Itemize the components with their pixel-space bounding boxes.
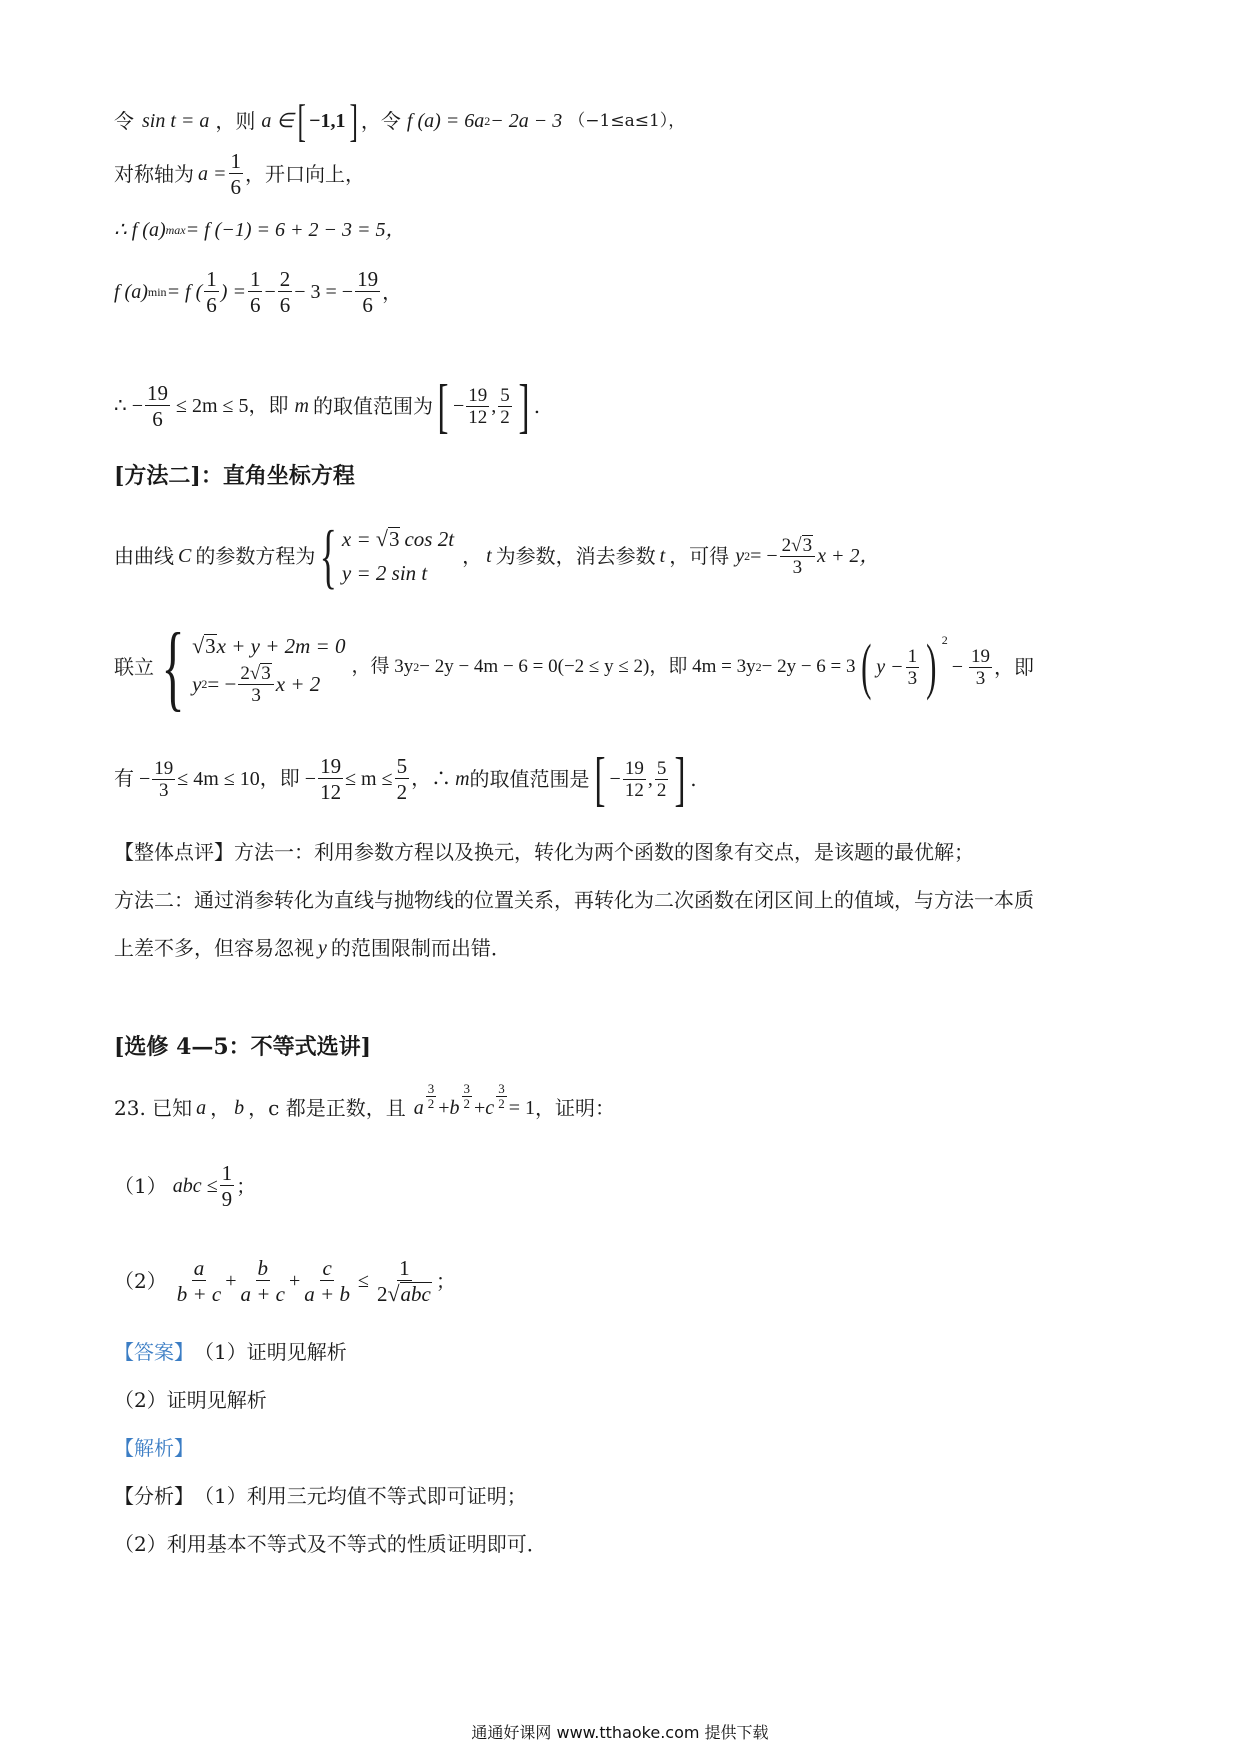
bracket: [ xyxy=(437,373,449,439)
review-text: 方法一：利用参数方程以及换元，转化为两个函数的图象有交点，是该题的最优解； xyxy=(234,840,974,864)
numerator: 1 xyxy=(907,645,918,667)
denominator: 6 xyxy=(249,292,261,317)
denominator: 6 xyxy=(206,292,217,317)
denominator: 12 xyxy=(468,406,488,428)
text: ，开口向上， xyxy=(245,162,365,186)
answer-label: 【答案】 xyxy=(114,1340,194,1364)
math-expr: = − xyxy=(207,672,237,696)
numerator: 5 xyxy=(500,384,510,406)
math-expr: ≤ m ≤ xyxy=(345,768,393,790)
text: ，证明： xyxy=(534,1096,615,1120)
denominator: 6 xyxy=(230,174,241,199)
math-expr: = 1 xyxy=(508,1097,535,1119)
text: ， xyxy=(210,1096,231,1120)
fraction: 2 √ 3 3 xyxy=(238,663,273,706)
denominator: 6 xyxy=(279,292,291,317)
review-text: 方法二：通过消参转化为直线与抛物线的位置关系，再转化为二次函数在闭区间上的值域，与方法一本质 xyxy=(114,888,1034,912)
equation-system: x = √ 3 cos 2t y = 2 sin t xyxy=(341,526,455,585)
review-line-1 xyxy=(114,838,1140,866)
math-expr: ∴ f (a) xyxy=(114,219,166,241)
math-expr: ≤ 4m ≤ 10，即 − xyxy=(177,768,317,790)
math-expr: = − xyxy=(750,545,778,567)
subscript: max xyxy=(165,223,186,237)
numerator: 3 xyxy=(463,1081,471,1096)
fraction xyxy=(355,267,380,318)
variable: t xyxy=(659,545,666,567)
math-expr: ∴ − xyxy=(114,395,144,417)
text: 对称轴为 xyxy=(114,162,194,186)
section-heading: [选修 4—5：不等式选讲] xyxy=(114,1034,372,1060)
review-text: 的范围限制而出错． xyxy=(330,936,511,960)
denominator: 12 xyxy=(624,779,644,801)
denominator: 2 xyxy=(500,406,510,428)
math-expr: − 2y − 6 = 3 xyxy=(761,656,856,677)
denominator: 2 xyxy=(376,1281,388,1306)
denominator: 3 xyxy=(907,667,918,689)
math-expr: x + 2 xyxy=(275,672,321,696)
text: ，c 都是正数，且 xyxy=(248,1096,406,1120)
math-expr: sin t = a xyxy=(142,110,210,132)
part-label: （2） xyxy=(114,1269,167,1293)
variable: C xyxy=(178,545,192,567)
problem-23-part-1 xyxy=(114,1158,1140,1214)
math-expr: ，得 3y xyxy=(351,656,414,677)
bracket: ] xyxy=(674,746,686,812)
math-expr: − 2y − 4m − 6 = 0(−2 ≤ y ≤ 2)，即 4m = 3y xyxy=(419,656,756,677)
numerator: a xyxy=(193,1255,205,1280)
numerator: 2 xyxy=(240,662,250,684)
equation-system: √ 3 x + y + 2m = 0 y 2 = − 2 √ 3 3 x + 2 xyxy=(192,632,346,706)
solution-line-range: ∴ − $\frac{19}{6}$ ≤ 2m ≤ 5，即 m 的取值范围为 [ − $\frac{19}{12}$ , $\frac{5}{2}$ ] . xyxy=(114,373,541,439)
variable: b xyxy=(234,1097,245,1119)
denominator: 3 xyxy=(975,667,986,689)
solution-line-min xyxy=(114,266,1140,318)
fraction xyxy=(152,758,175,801)
text: ； xyxy=(435,1269,456,1293)
paren: ) xyxy=(926,633,937,701)
answer-text: （1）证明见解析 xyxy=(194,1340,347,1364)
math-expr: f (a) = 6a xyxy=(406,110,485,132)
text: 联立 xyxy=(114,655,154,679)
fraction xyxy=(302,1256,352,1307)
variable: t xyxy=(486,545,492,567)
numerator: 1 xyxy=(249,266,261,291)
math-expr: − 2a − 3 xyxy=(490,110,563,132)
numerator: b xyxy=(257,1255,269,1280)
operator: − xyxy=(951,656,963,678)
review-label: 【整体点评】 xyxy=(114,840,234,864)
brace: { xyxy=(161,613,185,720)
numerator: 19 xyxy=(357,266,379,291)
math-expr: x + 2， xyxy=(817,545,880,567)
fraction xyxy=(239,1256,288,1307)
operator: ≤ xyxy=(357,1270,369,1292)
numerator: 2 xyxy=(279,266,291,291)
exponent-fraction xyxy=(462,1082,473,1111)
bracket: ] xyxy=(518,373,530,439)
math-expr: − 3 = − xyxy=(294,281,354,303)
subscript: min xyxy=(147,285,167,299)
solution-line-result: 有 − $\frac{19}{3}$ ≤ 4m ≤ 10，即 − $\frac{19}{12}$ ≤ m ≤ $\frac{5}{2}$ ，∴ m 的取值范围是 [ − $\frac{19}{12}$ , $\frac{5}{2}$ ] . xyxy=(114,746,697,812)
numerator: 19 xyxy=(468,384,488,406)
math-expr: 有 − xyxy=(114,768,151,790)
math-expr: a = xyxy=(198,163,227,185)
numerator: 5 xyxy=(656,757,667,779)
math-expr: ≤ 2m ≤ 5，即 xyxy=(176,395,289,417)
fraction xyxy=(466,385,489,428)
numerator: 19 xyxy=(971,645,990,667)
fraction xyxy=(145,381,170,432)
text: ，则 xyxy=(215,109,256,133)
numerator: 1 xyxy=(399,1255,410,1280)
brace: { xyxy=(319,516,338,596)
math-expr: cos 2t xyxy=(404,527,455,551)
radicand: 3 xyxy=(388,527,400,551)
numerator: 19 xyxy=(147,380,169,405)
denominator: 2 xyxy=(396,779,408,804)
numerator: c xyxy=(322,1255,332,1280)
solution-line-combine: 联立 { √ 3 x + y + 2m = 0 y 2 = − 2 √ 3 3 x + 2 ，得 3y 2 − 2y − 4m − 6 = 0(−2 ≤ y ≤ 2)，即 4m = 3y 2 − 2y − 6 = 3 ( y − $\frac{1}{3}$ ) $^2$ − $\frac{19}{3}$ ，即 xyxy=(114,613,1034,720)
variable: y xyxy=(192,672,202,696)
bracket: [ xyxy=(297,95,306,146)
text: 为参数，消去参数 xyxy=(495,544,656,568)
numerator: 1 xyxy=(221,1160,233,1185)
numerator: 1 xyxy=(206,266,217,291)
analysis-label: 【解析】 xyxy=(114,1436,194,1460)
text: 令 xyxy=(114,109,134,133)
exponent-fraction xyxy=(496,1082,507,1111)
text: 的取值范围是 xyxy=(469,767,590,791)
fraction xyxy=(655,758,669,801)
part-label: （1） xyxy=(114,1174,167,1198)
text: 的参数方程为 xyxy=(195,544,316,568)
math-expr: a ∈ xyxy=(261,110,294,132)
numerator: 3 xyxy=(427,1081,435,1096)
solution-line-axis xyxy=(114,150,1140,198)
denominator: 2 xyxy=(498,1096,505,1111)
condition: （−1≤a≤1）， xyxy=(568,111,686,131)
analysis-label-line xyxy=(114,1434,1140,1462)
math-expr: x + y + 2m = 0 xyxy=(216,633,346,658)
review-text: 上差不多，但容易忽视 xyxy=(114,936,314,960)
radicand: 3 xyxy=(802,534,813,556)
text: ，令 xyxy=(360,109,401,133)
denominator: 6 xyxy=(362,292,373,317)
math-expr: ，∴ xyxy=(411,768,452,790)
math-expr: = f (−1) = 6 + 2 − 3 = 5， xyxy=(185,219,406,241)
section-heading: [方法二]：直角坐标方程 xyxy=(114,463,355,489)
exponent-fraction xyxy=(426,1082,437,1111)
section-heading-line xyxy=(114,1033,1140,1061)
math-expr: ) = xyxy=(220,281,246,303)
fraction xyxy=(248,267,263,318)
variable: a xyxy=(413,1097,424,1119)
variable: a xyxy=(196,1097,207,1119)
numerator: 19 xyxy=(154,757,174,779)
problem-number: 23. 已知 xyxy=(114,1096,193,1120)
variable: y xyxy=(735,545,745,567)
bracket: ] xyxy=(349,95,358,146)
math-expr: = f ( xyxy=(166,281,203,303)
analysis-text: （2）利用基本不等式及不等式的性质证明即可． xyxy=(114,1532,547,1556)
paren: ( xyxy=(860,633,872,701)
denominator: 6 xyxy=(152,406,163,431)
denominator: 9 xyxy=(221,1186,233,1211)
answer-text: （2）证明见解析 xyxy=(114,1388,267,1412)
fraction: 2 √ 3 3 xyxy=(780,535,815,578)
numerator: 5 xyxy=(396,753,408,778)
text: ，可得 xyxy=(669,544,730,568)
fraction xyxy=(278,267,293,318)
bracket: [ xyxy=(594,746,606,812)
method2-heading xyxy=(114,462,1140,490)
text: ， xyxy=(462,544,483,568)
solution-line-substitution: 令 sin t = a ，则 a ∈ [ −1,1 ] ，令 f (a) = 6a 2 − 2a − 3 （−1≤a≤1）， xyxy=(114,95,686,146)
math-expr: abc ≤ xyxy=(172,1175,218,1197)
problem-23-stem: 23. 已知 a ， b ，c 都是正数，且 a $\frac{3}{2}$ + b $\frac{3}{2}$ + c $\frac{3}{2}$ = 1 ，证明： xyxy=(114,1081,615,1120)
analysis-line-2 xyxy=(114,1530,1140,1558)
denominator: a + c xyxy=(240,1281,286,1306)
variable: b xyxy=(449,1097,460,1119)
denominator: 3 xyxy=(159,779,169,801)
variable: c xyxy=(485,1097,495,1119)
fenxi-label: 【分析】 xyxy=(114,1484,194,1508)
analysis-text: （1）利用三元均值不等式即可证明； xyxy=(194,1484,527,1508)
answer-line-2 xyxy=(114,1386,1140,1414)
denominator: 3 xyxy=(792,556,803,578)
interval: −1,1 xyxy=(309,110,346,132)
numerator: 19 xyxy=(320,753,342,778)
fraction xyxy=(175,1256,224,1307)
fraction xyxy=(229,149,244,200)
radicand: abc xyxy=(400,1281,431,1306)
numerator: 19 xyxy=(624,757,644,779)
page-footer: 通通好课网 www.tthaoke.com 提供下载 xyxy=(471,1723,769,1742)
operator: − xyxy=(264,281,276,303)
solution-line-parametric: 由曲线 C 的参数方程为 { x = √ 3 cos 2t y = 2 sin t ， t 为参数，消去参数 t ，可得 y 2 = − 2 √ 3 3 x + 2， xyxy=(114,516,880,596)
fraction xyxy=(318,754,343,805)
text: 由曲线 xyxy=(114,544,174,568)
text: ， xyxy=(382,280,403,304)
review-line-2 xyxy=(114,886,1140,914)
math-expr: x = xyxy=(341,527,376,551)
variable: m xyxy=(294,395,309,417)
denominator: 12 xyxy=(320,779,342,804)
text: ； xyxy=(236,1174,257,1198)
problem-23-part-2: （2） $\frac{a}{b + c}$ + $\frac{b}{a + c}$ + $\frac{c}{a + b}$ ≤ 1 2 √ abc ； xyxy=(114,1255,456,1306)
denominator: b + c xyxy=(176,1281,222,1306)
fraction xyxy=(969,646,992,689)
fraction xyxy=(204,267,219,318)
text: . xyxy=(690,767,697,791)
denominator: 2 xyxy=(427,1096,435,1111)
solution-line-max xyxy=(114,216,1140,244)
math-expr: f (a) xyxy=(114,281,148,303)
variable: y xyxy=(318,937,327,959)
analysis-line-1 xyxy=(114,1482,1140,1510)
denominator: 2 xyxy=(463,1096,471,1111)
numerator: 3 xyxy=(498,1081,505,1096)
radicand: 3 xyxy=(261,662,271,684)
math-expr: y = 2 sin t xyxy=(341,561,428,585)
denominator: 2 xyxy=(656,779,667,801)
fraction xyxy=(498,385,512,428)
numerator: 1 xyxy=(230,148,241,173)
text: . xyxy=(533,394,541,418)
radicand: 3 xyxy=(205,633,216,658)
text: ，即 xyxy=(994,655,1034,679)
denominator: 3 xyxy=(251,684,261,706)
fraction xyxy=(623,758,646,801)
fraction xyxy=(395,754,410,805)
text: 的取值范围为 xyxy=(312,394,433,418)
fraction xyxy=(220,1161,235,1212)
fraction: 1 2 √ abc xyxy=(376,1255,431,1306)
numerator: 2 xyxy=(781,534,792,556)
review-line-3 xyxy=(114,934,1140,962)
denominator: a + b xyxy=(304,1281,350,1306)
fraction xyxy=(906,646,920,689)
variable: m xyxy=(455,768,470,790)
answer-line-1 xyxy=(114,1338,1140,1366)
math-expr: y − xyxy=(876,656,904,678)
